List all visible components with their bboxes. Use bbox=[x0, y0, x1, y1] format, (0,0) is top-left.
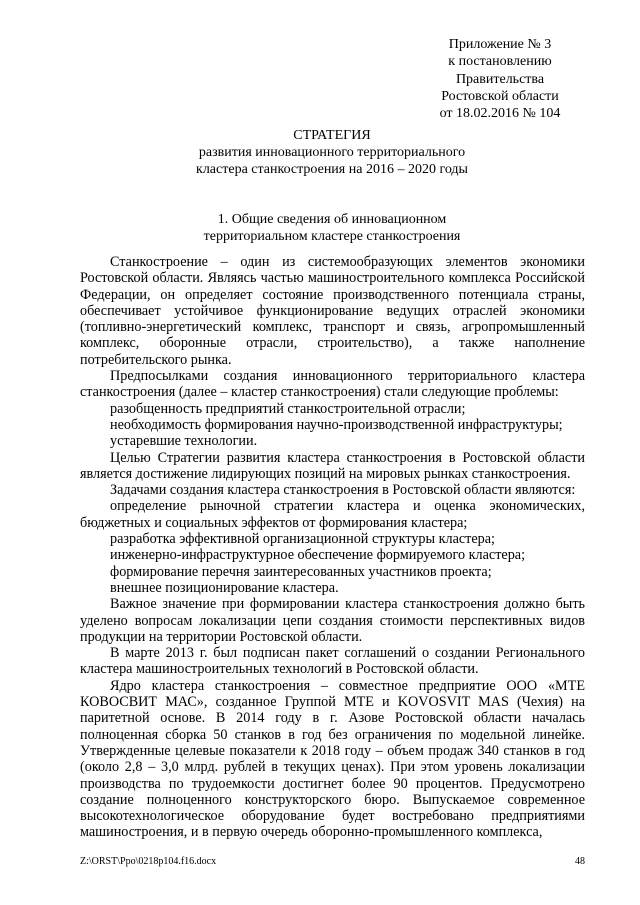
section-heading-line: территориальном кластере станкостроения bbox=[203, 229, 461, 244]
appendix-line: к постановлению bbox=[448, 54, 552, 70]
paragraph: Ядро кластера станкостроения – совместное предприятие ООО «МТЕ КОВОСВИТ МАС», созданное Группой МТЕ и KOVOSVIT MAS (Чехия) на паритетной основе. В 2014 году в г. Азове Ростовской области началась полноценная сборка 50 станков в год без ограничения по модельной линейке. Утвержденные целевые показатели к 2018 году – объем продаж 340 станков в год (около 2,8 – 3,0 млрд. рублей в текущих ценах). При этом уровень локализации производства по трудоемкости достигнет более 90 процентов. Предусмотрено создание полноценного конструкторского бюро. Выпускаемое современное высокотехнологическое оборудование будет востребовано предприятиями машиностроения, и в первую очередь оборонно-промышленного комплекса, bbox=[80, 677, 585, 841]
page-number: 48 bbox=[575, 856, 585, 867]
paragraph: В марте 2013 г. был подписан пакет соглашений о создании Регионального кластера машиностроительных технологий в Ростовской области. bbox=[80, 645, 585, 678]
paragraph: Задачами создания кластера станкостроения в Ростовской области являются: bbox=[110, 482, 576, 499]
list-item: необходимость формирования научно-производственной инфраструктуры; bbox=[110, 416, 563, 433]
list-item: определение рыночной стратегии кластера и оценка экономических, бюджетных и социальных эффектов от формирования кластера; bbox=[80, 498, 585, 531]
file-path: Z:\ORST\Ppo\0218p104.f16.docx bbox=[80, 856, 217, 867]
title-line: кластера станкостроения на 2016 – 2020 годы bbox=[196, 162, 468, 177]
appendix-line: Ростовской области bbox=[441, 88, 559, 104]
paragraph: Предпосылками создания инновационного территориального кластера станкостроения (далее – кластер станкостроения) стали следующие проблемы: bbox=[80, 368, 585, 401]
appendix-line: от 18.02.2016 № 104 bbox=[439, 106, 561, 122]
title-line: развития инновационного территориального bbox=[198, 145, 466, 160]
appendix-block bbox=[420, 36, 580, 122]
section-heading bbox=[80, 211, 584, 245]
title-heading: СТРАТЕГИЯ bbox=[293, 128, 371, 143]
appendix-line: Приложение № 3 bbox=[448, 37, 552, 52]
paragraph: Целью Стратегии развития кластера станкостроения в Ростовской области является достижение лидирующих позиций на мировых рынках станкостроения. bbox=[80, 449, 585, 482]
appendix-line: Правительства bbox=[455, 71, 545, 87]
document-title bbox=[80, 127, 584, 178]
list-item: внешнее позиционирование кластера. bbox=[110, 579, 339, 596]
list-item: инженерно-инфраструктурное обеспечение формируемого кластера; bbox=[110, 547, 526, 564]
section-heading-line: 1. Общие сведения об инновационном bbox=[217, 212, 447, 227]
body-text bbox=[80, 254, 585, 841]
paragraph: Станкостроение – один из системообразующих элементов экономики Ростовской области. Являясь частью машиностроительного комплекса Российской Федерации, он определяет состояние производственного потенциала страны, обеспечивает устойчивое функционирование ведущих отраслей экономики (топливно-энергетический комплекс, транспорт и связь, агропромышленный комплекс, оборонные отрасли, строительство), а также наполнение потребительского рынка. bbox=[80, 254, 585, 368]
list-item: формирование перечня заинтересованных участников проекта; bbox=[110, 563, 492, 580]
list-item: разработка эффективной организационной структуры кластера; bbox=[110, 531, 496, 548]
list-item: устаревшие технологии. bbox=[110, 433, 258, 450]
list-item: разобщенность предприятий станкостроительной отрасли; bbox=[110, 400, 466, 417]
paragraph: Важное значение при формировании кластера станкостроения должно быть уделено вопросам локализации цепи создания стоимости перспективных видов продукции на территории Ростовской области. bbox=[80, 596, 585, 645]
